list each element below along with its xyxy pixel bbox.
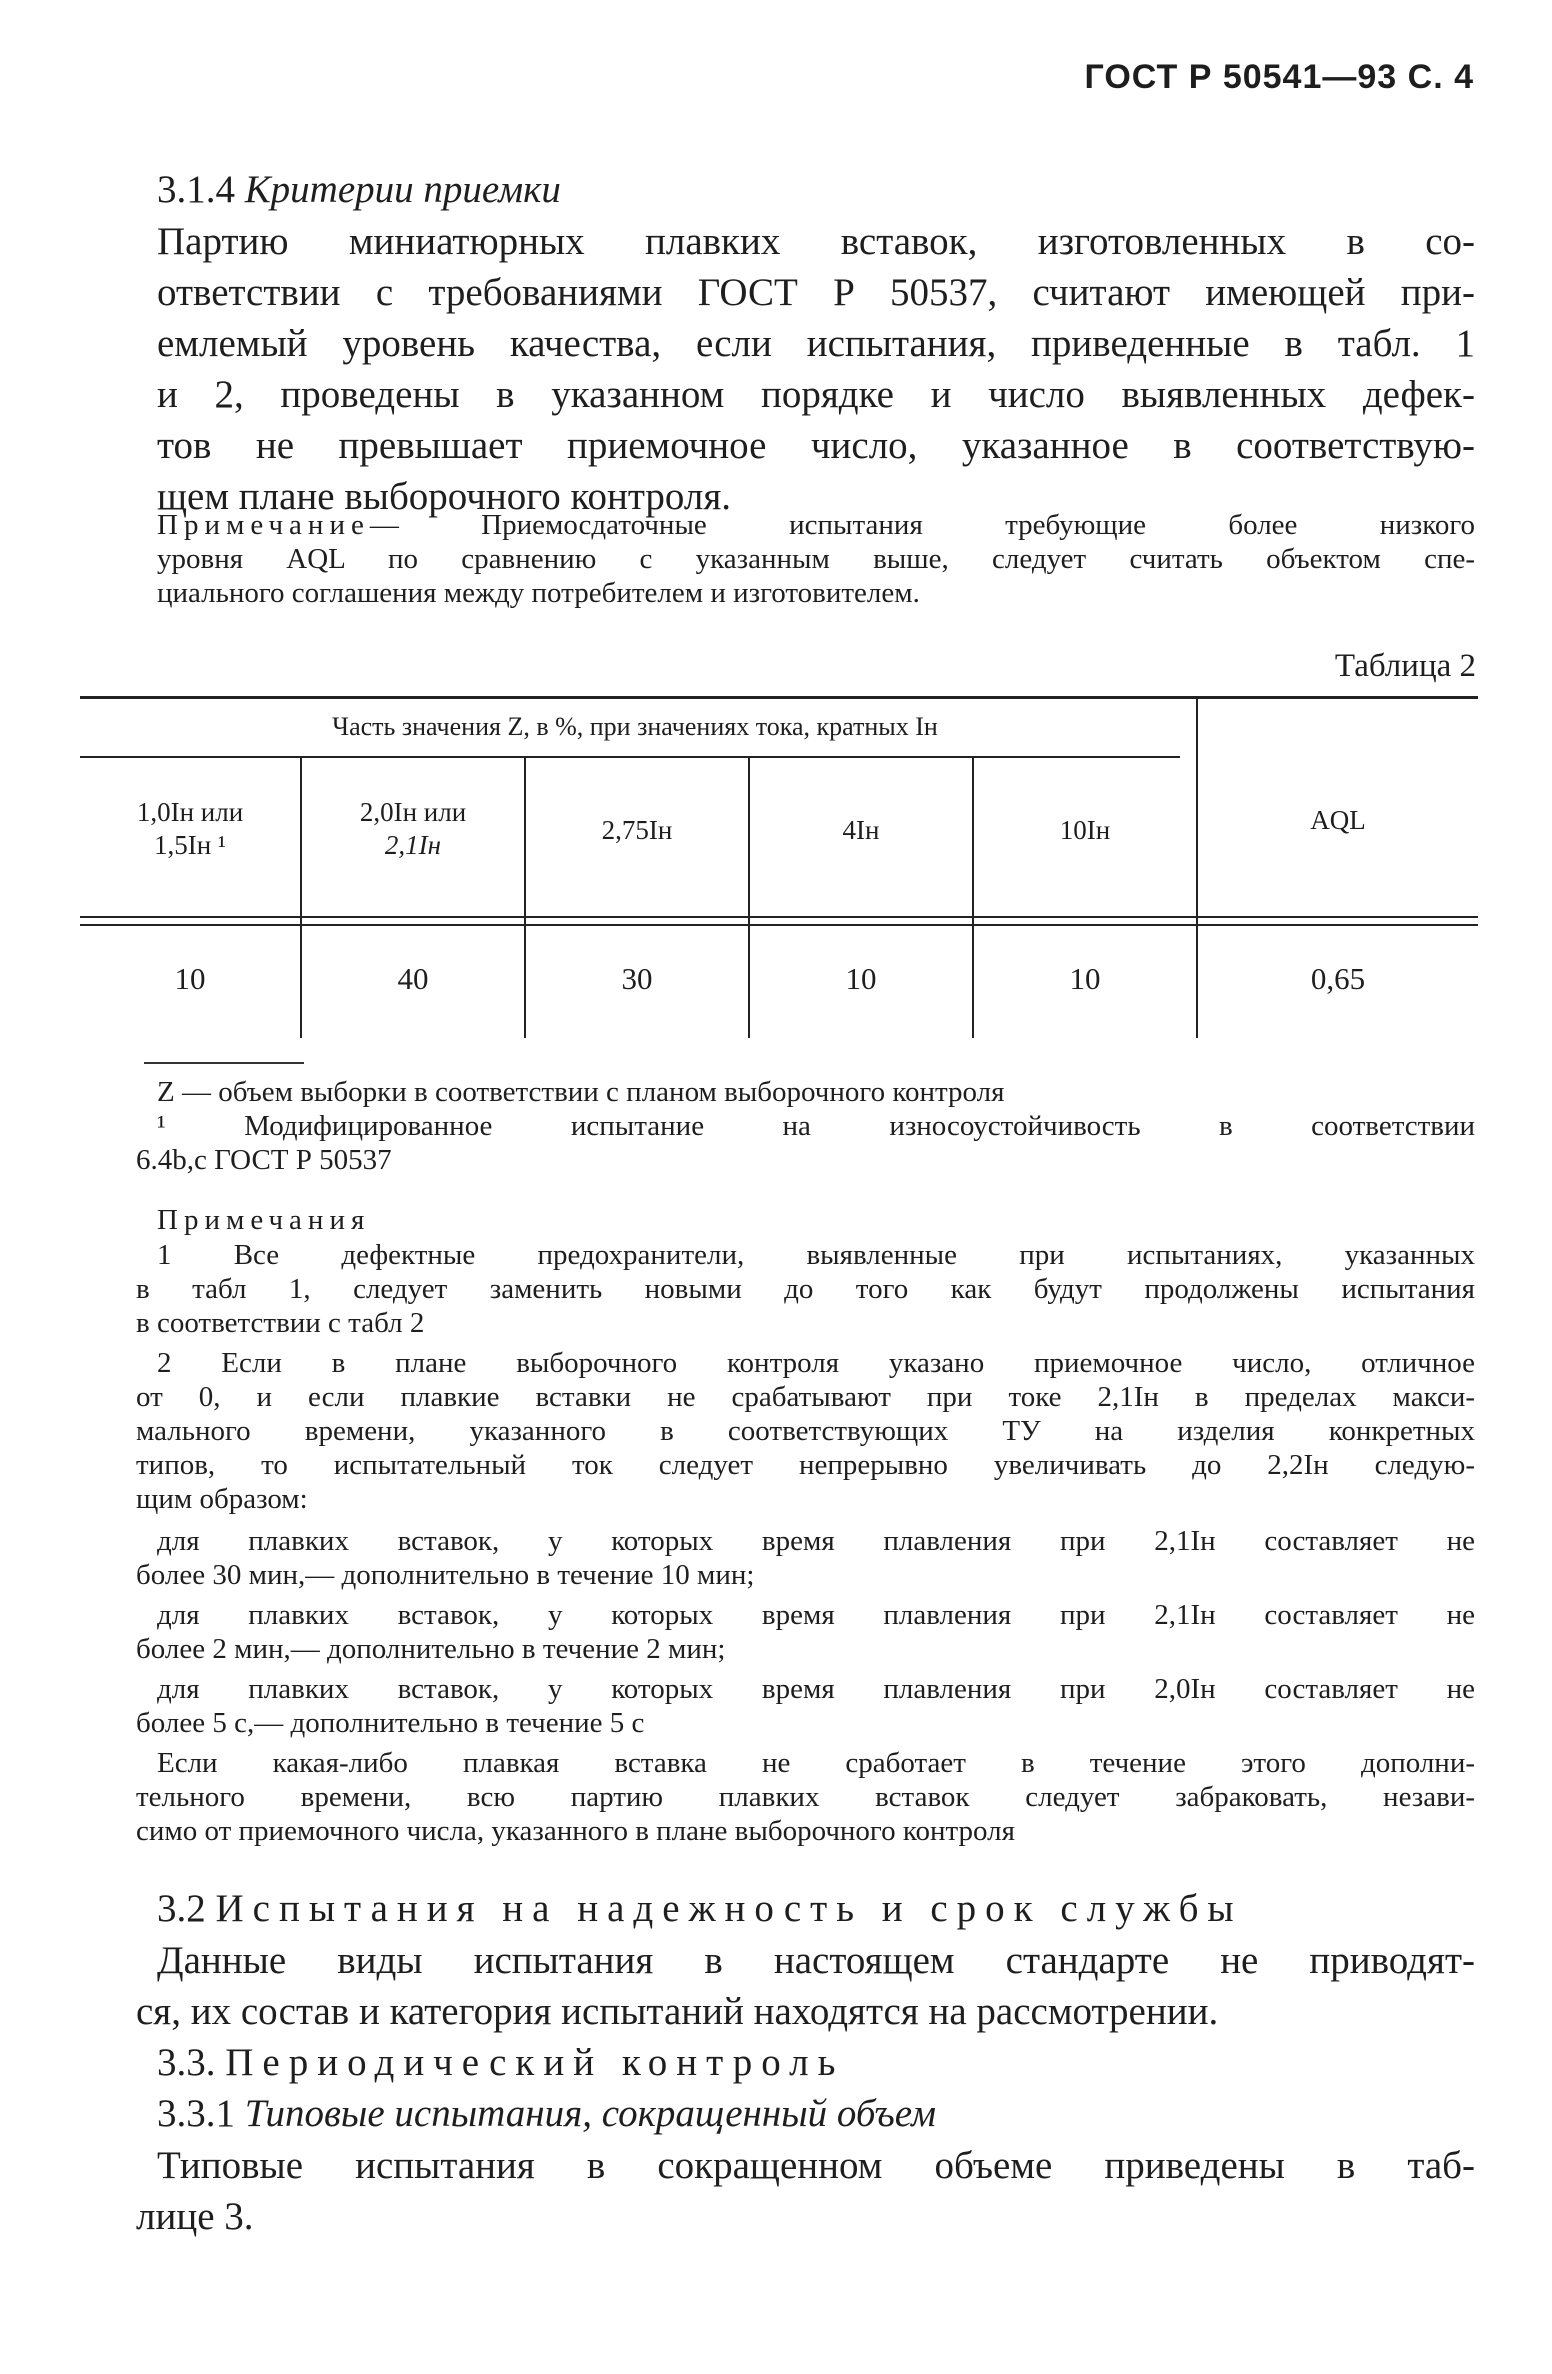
section-3-2-body-cont: ся, их состав и категория испытаний находятся на рассмотрении. (136, 1990, 1219, 2033)
notes-tail: Если какая-либо плавкая вставка не сработает в течение этого дополни- (157, 1747, 1475, 1779)
section-number: 3.1.4 (157, 168, 235, 211)
section-title: Критерии приемки (244, 168, 561, 211)
notes-tail-cont: тельного времени, всю партию плавких вставок следует забраковать, незави- симо от приемочного числа, указанного в плане выборочного контроля (136, 1781, 1475, 1847)
footnote-line: ¹ Модифицированное испытание на износоустойчивость в соответствии (157, 1110, 1475, 1142)
note-item-1-cont: в табл 1, следует заменить новыми до того как будут продолжены испытания в соответствии с табл 2 (136, 1273, 1475, 1339)
condition-3-cont: более 5 с,— дополнительно в течение 5 с (136, 1707, 645, 1739)
table-cell: 10 (174, 961, 206, 996)
note-1 (157, 508, 1475, 610)
section-3-2-body: Данные виды испытания в настоящем стандарте не приводят- (157, 1939, 1475, 1982)
condition-1-cont: более 30 мин,— дополнительно в течение 10 мин; (136, 1559, 755, 1591)
paragraph-line: щем плане выборочного контроля. (157, 475, 732, 518)
note-line: Примечание— Приемосдаточные испытания требующие более низкого (157, 509, 1475, 541)
condition-2: для плавких вставок, у которых время плавления при 2,1Iн составляет не (157, 1599, 1475, 1631)
column-header: 2,0Iн или 2,1Iн (359, 797, 467, 860)
section-3-1-4-body (157, 216, 1475, 522)
section-3-2-heading: 3.2 Испытания на надежность и срок службы (157, 1887, 1243, 1930)
table-group-header: Часть значения Z, в %, при значениях тока, кратных Iн (332, 712, 938, 741)
paragraph-line: и 2, проведены в указанном порядке и число выявленных дефек- (157, 373, 1475, 416)
column-header: 10Iн (1059, 815, 1111, 845)
section-3-1-4-heading (157, 164, 561, 215)
table-caption: Таблица 2 (1334, 648, 1476, 684)
footnote-line: Z — объем выборки в соответствии с планом выборочного контроля (157, 1076, 1005, 1108)
table-cell: 40 (397, 961, 429, 996)
note-label: Примечание (157, 509, 370, 541)
footnote-line: 6.4b,c ГОСТ Р 50537 (136, 1144, 392, 1176)
note-line: уровня AQL по сравнению с указанным выше, следует считать объектом спе- (157, 543, 1475, 575)
condition-1: для плавких вставок, у которых время плавления при 2,1Iн составляет не (157, 1525, 1475, 1557)
column-header: 4Iн (842, 815, 880, 845)
paragraph-line: емлемый уровень качества, если испытания, приведенные в табл. 1 (157, 322, 1475, 365)
table-cell: 10 (845, 961, 877, 996)
aql-header: AQL (1310, 805, 1366, 835)
note-item-2: 2 Если в плане выборочного контроля указано приемочное число, отличное (157, 1347, 1475, 1379)
condition-2-cont: более 2 мин,— дополнительно в течение 2 мин; (136, 1633, 726, 1665)
paragraph-line: ответствии с требованиями ГОСТ Р 50537, считают имеющей при- (157, 271, 1475, 314)
section-3-3-1-body: Типовые испытания в сокращенном объеме приведены в таб- (157, 2144, 1475, 2187)
paragraph-line: тов не превышает приемочное число, указанное в соответствую- (157, 424, 1475, 467)
paragraph-line: Партию миниатюрных плавких вставок, изготовленных в со- (157, 220, 1475, 263)
column-header: 1,0Iн или 1,5Iн ¹ (136, 797, 244, 860)
page-header: ГОСТ Р 50541—93 С. 4 (1084, 58, 1474, 96)
footnote-rule (144, 1062, 304, 1064)
note-item-2-cont: от 0, и если плавкие вставки не срабатывают при токе 2,1Iн в пределах макси- мального времени, указанного в соответствующих ТУ на изделия конкретных типов, то испытательный ток следует непрерывно увеличивать до 2,2Iн следую- щим образом: (136, 1381, 1475, 1515)
footnotes (157, 1075, 1475, 1143)
note-item-1: 1 Все дефектные предохранители, выявленные при испытаниях, указанных (157, 1239, 1475, 1271)
section-3-3-heading: 3.3. Периодический контроль (157, 2041, 845, 2084)
section-3-3-1-heading: 3.3.1 Типовые испытания, сокращенный объем (157, 2092, 937, 2135)
condition-3: для плавких вставок, у которых время плавления при 2,0Iн составляет не (157, 1673, 1475, 1705)
note-line: циального соглашения между потребителем и изготовителем. (157, 577, 920, 609)
table-cell: 30 (621, 961, 653, 996)
table-2 (80, 696, 1478, 1040)
column-header: 2,75Iн (601, 815, 673, 845)
section-3-3-1-body-cont: лице 3. (136, 2195, 254, 2238)
table-cell: 0,65 (1310, 961, 1366, 996)
notes-heading: Примечания (157, 1204, 371, 1236)
table-cell: 10 (1069, 961, 1101, 996)
